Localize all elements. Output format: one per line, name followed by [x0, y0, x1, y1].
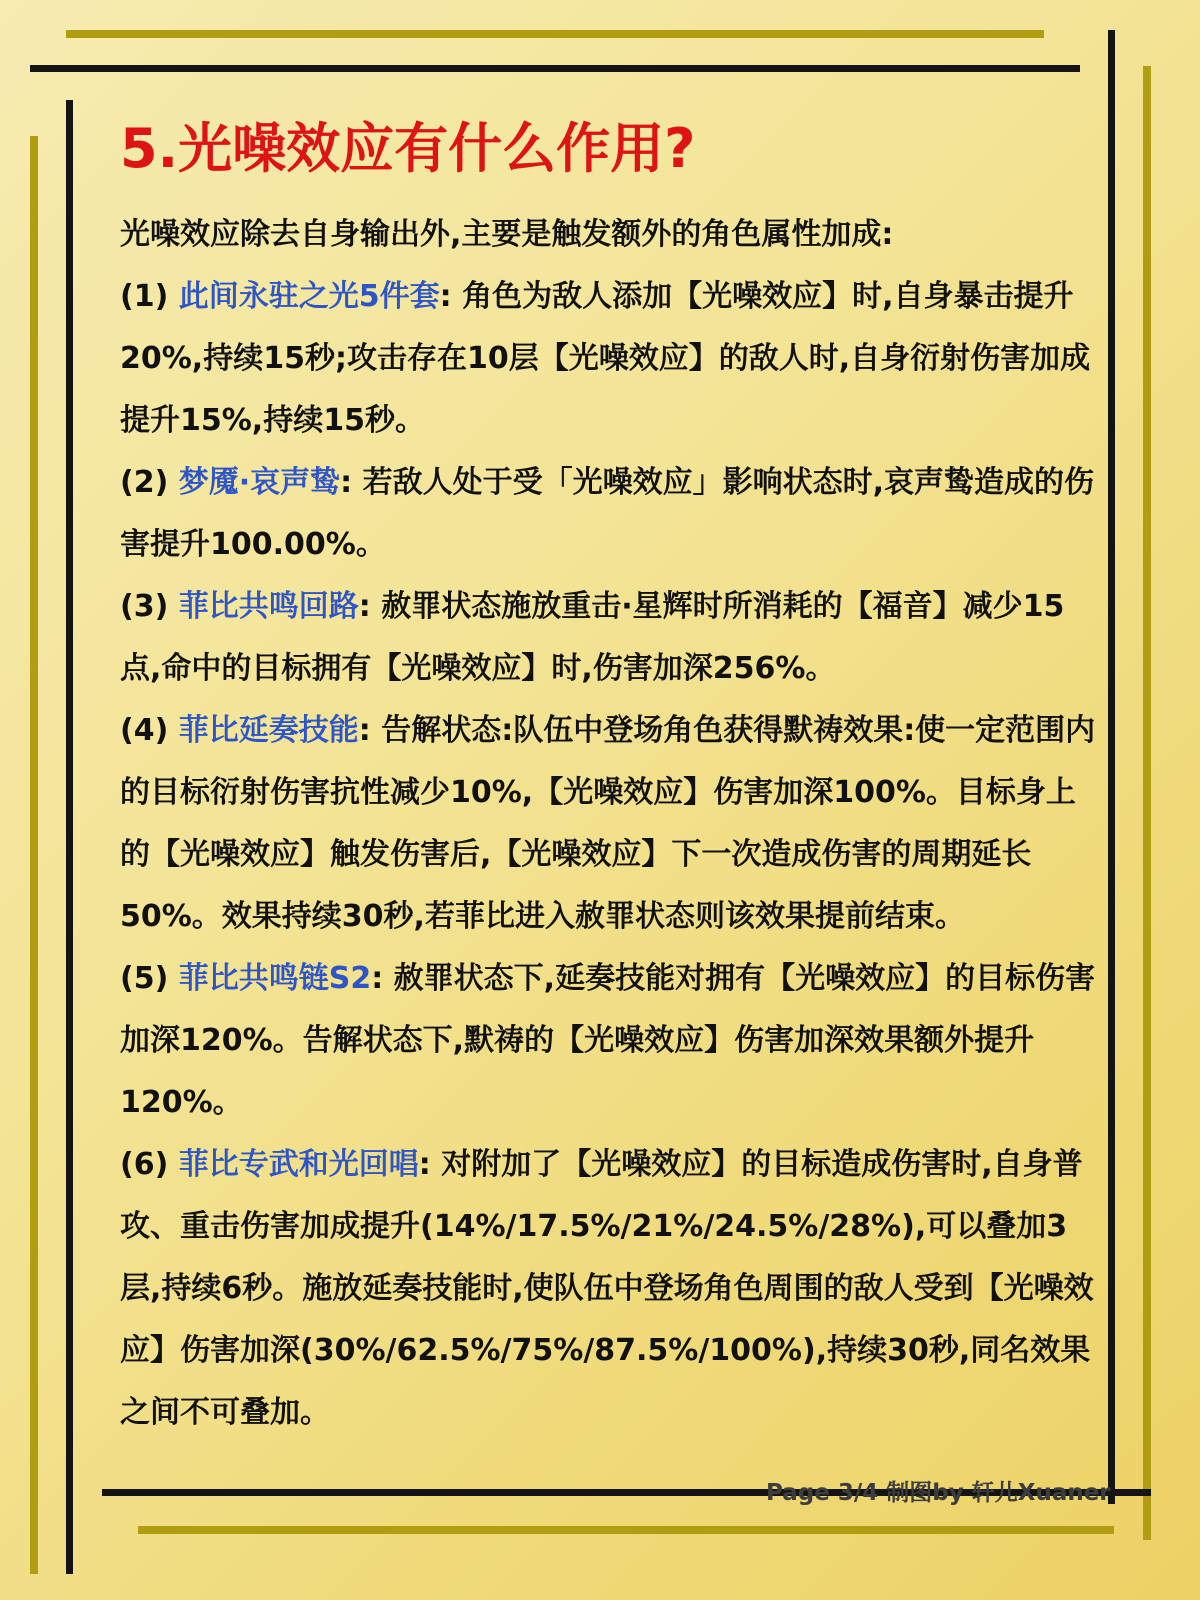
item-number: (5)	[120, 961, 169, 996]
item-name: 菲比延奏技能	[178, 713, 359, 748]
frame-black-left	[66, 100, 73, 1574]
frame-gold-right	[1143, 66, 1151, 1540]
content-area	[120, 108, 1100, 1508]
item-name: 梦魇·哀声鸷	[178, 465, 341, 500]
list-item	[120, 700, 1100, 948]
item-number: (4)	[120, 713, 169, 748]
list-item	[120, 576, 1100, 700]
list-item	[120, 948, 1100, 1134]
item-text: : 赦罪状态下,延奏技能对拥有【光噪效应】的目标伤害加深120%。告解状态下,默祷的【光噪效应】伤害加深效果额外提升120%。	[120, 961, 1096, 1120]
list-item	[120, 1134, 1100, 1444]
frame-gold-top	[66, 30, 1044, 38]
list-item	[120, 266, 1100, 452]
item-number: (6)	[120, 1147, 169, 1182]
effect-list	[120, 266, 1100, 1444]
item-text: : 对附加了【光噪效应】的目标造成伤害时,自身普攻、重击伤害加成提升(14%/17.5%/21%/24.5%/28%),可以叠加3层,持续6秒。施放延奏技能时,使队伍中登场角色周围的敌人受到【光噪效应】伤害加深(30%/62.5%/75%/87.5%/100%),持续30秒,同名效果之间不可叠加。	[120, 1147, 1094, 1430]
item-name: 此间永驻之光5件套	[178, 279, 440, 314]
item-text: : 赦罪状态施放重击·星辉时所消耗的【福音】减少15点,命中的目标拥有【光噪效应】时,伤害加深256%。	[120, 589, 1065, 686]
item-text: : 告解状态:队伍中登场角色获得默祷效果:使一定范围内的目标衍射伤害抗性减少10%,【光噪效应】伤害加深100%。目标身上的【光噪效应】触发伤害后,【光噪效应】下一次造成伤害的周期延长50%。效果持续30秒,若菲比进入赦罪状态则该效果提前结束。	[120, 713, 1096, 934]
intro-text: 光噪效应除去自身输出外,主要是触发额外的角色属性加成:	[120, 217, 894, 252]
item-number: (3)	[120, 589, 169, 624]
item-text: : 角色为敌人添加【光噪效应】时,自身暴击提升20%,持续15秒;攻击存在10层【光噪效应】的敌人时,自身衍射伤害加成提升15%,持续15秒。	[120, 279, 1091, 438]
frame-black-right	[1108, 30, 1115, 1504]
frame-gold-bottom	[138, 1526, 1114, 1534]
item-number: (2)	[120, 465, 169, 500]
item-name: 菲比共鸣回路	[178, 589, 359, 624]
item-name: 菲比专武和光回唱	[178, 1147, 419, 1182]
item-number: (1)	[120, 279, 169, 314]
frame-black-top	[30, 65, 1080, 72]
item-name: 菲比共鸣链S2	[178, 961, 372, 996]
item-text: : 若敌人处于受「光噪效应」影响状态时,哀声鸷造成的伤害提升100.00%。	[120, 465, 1094, 562]
page-title: 5.光噪效应有什么作用?	[120, 117, 696, 180]
frame-gold-left	[30, 136, 38, 1574]
list-item	[120, 452, 1100, 576]
page-footer: Page 3/4 制图by 轩儿Xuaner	[766, 1480, 1111, 1506]
